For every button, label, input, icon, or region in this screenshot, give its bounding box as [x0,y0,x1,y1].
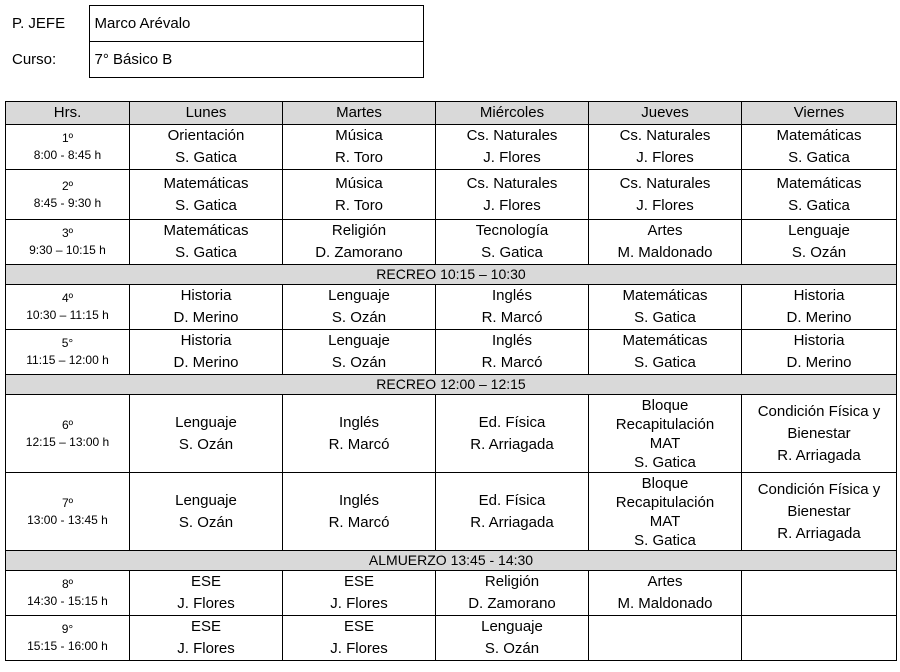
class-cell-jueves [589,220,742,265]
teacher-name: R. Toro [334,196,384,214]
class-cell-viernes [742,571,897,616]
subject-name: Matemáticas [622,332,708,349]
period-number: 9° [61,622,74,636]
period-number: 2º [61,178,74,193]
class-cell-lunes [130,395,283,473]
subject-name: Matemáticas [622,287,708,304]
class-cell-viernes [742,330,897,375]
class-cell-viernes [742,616,897,661]
class-cell-lunes [130,220,283,265]
column-header-hrs: Hrs. [6,102,130,125]
teacher-name: J. Flores [636,196,694,214]
column-header-miercoles: Miércoles [436,102,589,125]
class-cell-lunes [130,285,283,330]
teacher-name: J. Flores [483,196,541,214]
subject-name: Música [335,127,383,144]
subject-name: ESE [190,618,221,635]
curso-label: Curso: [12,51,57,68]
class-cell-jueves [589,616,742,661]
subject-name: MAT [649,434,681,452]
class-cell-miercoles [436,170,589,220]
subject-name: Religión [331,222,387,239]
class-cell-jueves [589,125,742,170]
break-label: RECREO 10:15 – 10:30 [6,265,897,285]
class-cell-viernes [742,170,897,220]
subject-name: Inglés [491,287,533,304]
subject-name: Bienestar [787,424,851,442]
subject-name: Matemáticas [163,174,249,192]
subject-name: Matemáticas [163,222,249,239]
subject-name: MAT [649,512,681,530]
period-number: 3º [61,226,74,240]
teacher-name: J. Flores [483,149,541,166]
break-row [6,375,897,395]
subject-name: Condición Física y [757,480,881,498]
subject-name: Lenguaje [788,222,850,239]
subject-name: Inglés [338,413,380,431]
teacher-name: R. Arriagada [777,524,861,542]
teacher-name: S. Gatica [634,453,696,471]
teacher-name: S. Ozán [331,354,387,371]
period-time: 8:45 - 9:30 h [33,195,102,210]
class-cell-lunes [130,330,283,375]
teacher-name: R. Marcó [328,435,390,453]
class-cell-jueves [589,473,742,551]
column-header-jueves: Jueves [589,102,742,125]
subject-name: ESE [343,618,374,635]
class-cell-martes [283,571,436,616]
period-time: 10:30 – 11:15 h [26,308,109,322]
class-cell-miercoles [436,571,589,616]
teacher-name: S. Ozán [178,513,234,531]
subject-name: ESE [190,573,221,590]
class-cell-jueves [589,170,742,220]
subject-name: Artes [647,222,683,239]
teacher-name: M. Maldonado [617,244,713,261]
class-cell-martes [283,616,436,661]
schedule-header-row [6,102,897,125]
teacher-name: J. Flores [330,640,388,657]
teacher-name: D. Merino [786,309,852,326]
teacher-name: S. Gatica [634,354,696,371]
subject-name: Inglés [338,491,380,509]
class-cell-miercoles [436,125,589,170]
subject-name: Historia [180,332,232,349]
class-cell-jueves [589,330,742,375]
subject-name: Lenguaje [328,332,390,349]
class-cell-miercoles [436,473,589,551]
class-cell-viernes [742,220,897,265]
period-row [6,285,897,330]
period-row [6,330,897,375]
teacher-name: S. Gatica [175,244,237,261]
period-cell [6,395,130,473]
period-time: 8:00 - 8:45 h [33,148,102,162]
subject-name: Bienestar [787,502,851,520]
teacher-name: R. Marcó [328,513,390,531]
teacher-name: R. Marcó [481,354,543,371]
break-row [6,551,897,571]
period-time: 15:15 - 16:00 h [27,639,108,653]
period-cell [6,473,130,551]
subject-name: Música [335,174,383,192]
period-row [6,125,897,170]
period-row [6,395,897,473]
period-row [6,616,897,661]
jefe-value: Marco Arévalo [89,6,423,42]
break-row [6,265,897,285]
class-cell-lunes [130,473,283,551]
class-cell-jueves [589,285,742,330]
subject-name: Orientación [167,127,245,144]
teacher-name: D. Merino [173,354,239,371]
period-time: 12:15 – 13:00 h [25,434,110,449]
period-row [6,220,897,265]
teacher-name: D. Merino [173,309,239,326]
subject-name: Matemáticas [776,174,862,192]
teacher-name: S. Ozán [484,640,540,657]
period-cell [6,125,130,170]
period-number: 7º [61,495,74,510]
class-cell-jueves [589,395,742,473]
subject-name: Recapitulación [615,415,715,433]
class-cell-viernes [742,395,897,473]
class-cell-lunes [130,170,283,220]
break-label: ALMUERZO 13:45 - 14:30 [6,551,897,571]
teacher-name: S. Ozán [791,244,847,261]
period-number: 5° [61,336,74,350]
subject-name: ESE [343,573,374,590]
teacher-name: R. Arriagada [777,446,861,464]
subject-name: Ed. Física [478,491,546,509]
teacher-name: D. Merino [786,354,852,371]
teacher-name: S. Ozán [331,309,387,326]
subject-name: Lenguaje [481,618,543,635]
class-cell-miercoles [436,285,589,330]
period-time: 9:30 – 10:15 h [29,243,106,257]
class-cell-jueves [589,571,742,616]
class-cell-martes [283,330,436,375]
period-number: 4º [61,291,74,305]
subject-name: Cs. Naturales [466,174,558,192]
teacher-name: S. Gatica [634,309,696,326]
class-cell-lunes [130,125,283,170]
period-number: 8º [61,577,74,591]
teacher-name: R. Marcó [481,309,543,326]
period-cell [6,330,130,375]
teacher-name: D. Zamorano [468,595,556,612]
class-cell-martes [283,473,436,551]
teacher-name: S. Gatica [634,531,696,549]
subject-name: Cs. Naturales [619,174,711,192]
class-cell-miercoles [436,220,589,265]
class-cell-martes [283,125,436,170]
teacher-name: S. Gatica [175,196,237,214]
period-cell [6,616,130,661]
subject-name: Matemáticas [776,127,862,144]
teacher-name: S. Gatica [788,196,850,214]
class-cell-miercoles [436,395,589,473]
period-time: 11:15 – 12:00 h [26,353,109,367]
subject-name: Lenguaje [175,413,237,431]
subject-name: Cs. Naturales [619,127,711,144]
teacher-name: R. Toro [334,149,384,166]
teacher-name: S. Gatica [175,149,237,166]
subject-name: Lenguaje [175,491,237,509]
class-cell-lunes [130,571,283,616]
period-time: 13:00 - 13:45 h [27,512,108,527]
period-row [6,571,897,616]
jefe-label: P. JEFE [12,15,66,32]
subject-name: Recapitulación [615,493,715,511]
period-cell [6,220,130,265]
period-row [6,473,897,551]
teacher-name: J. Flores [330,595,388,612]
subject-name: Religión [484,573,540,590]
class-cell-martes [283,170,436,220]
teacher-name: D. Zamorano [315,244,403,261]
class-cell-viernes [742,285,897,330]
teacher-name: S. Ozán [178,435,234,453]
subject-name: Condición Física y [757,402,881,420]
period-cell [6,571,130,616]
class-cell-miercoles [436,616,589,661]
subject-name: Historia [793,332,845,349]
subject-name: Cs. Naturales [466,127,558,144]
class-cell-viernes [742,125,897,170]
subject-name: Ed. Física [478,413,546,431]
class-cell-lunes [130,616,283,661]
teacher-name: R. Arriagada [470,435,554,453]
subject-name: Lenguaje [328,287,390,304]
column-header-viernes: Viernes [742,102,897,125]
class-cell-martes [283,285,436,330]
subject-name: Tecnología [475,222,549,239]
period-cell [6,285,130,330]
column-header-lunes: Lunes [130,102,283,125]
class-cell-martes [283,395,436,473]
break-label: RECREO 12:00 – 12:15 [6,375,897,395]
column-header-martes: Martes [283,102,436,125]
subject-name: Artes [647,573,683,590]
period-cell [6,170,130,220]
course-info-table [0,5,424,78]
teacher-name: R. Arriagada [470,513,554,531]
subject-name: Bloque [641,396,689,414]
teacher-name: J. Flores [177,595,235,612]
teacher-name: J. Flores [636,149,694,166]
subject-name: Bloque [641,474,689,492]
teacher-name: S. Gatica [788,149,850,166]
period-number: 6º [61,417,74,432]
class-cell-miercoles [436,330,589,375]
subject-name: Historia [793,287,845,304]
teacher-name: S. Gatica [481,244,543,261]
teacher-name: J. Flores [177,640,235,657]
curso-value: 7° Básico B [89,42,423,78]
class-cell-martes [283,220,436,265]
period-time: 14:30 - 15:15 h [27,594,108,608]
period-number: 1º [61,131,74,145]
subject-name: Inglés [491,332,533,349]
teacher-name: M. Maldonado [617,595,713,612]
class-cell-viernes [742,473,897,551]
period-row [6,170,897,220]
schedule-table [5,101,897,661]
subject-name: Historia [180,287,232,304]
